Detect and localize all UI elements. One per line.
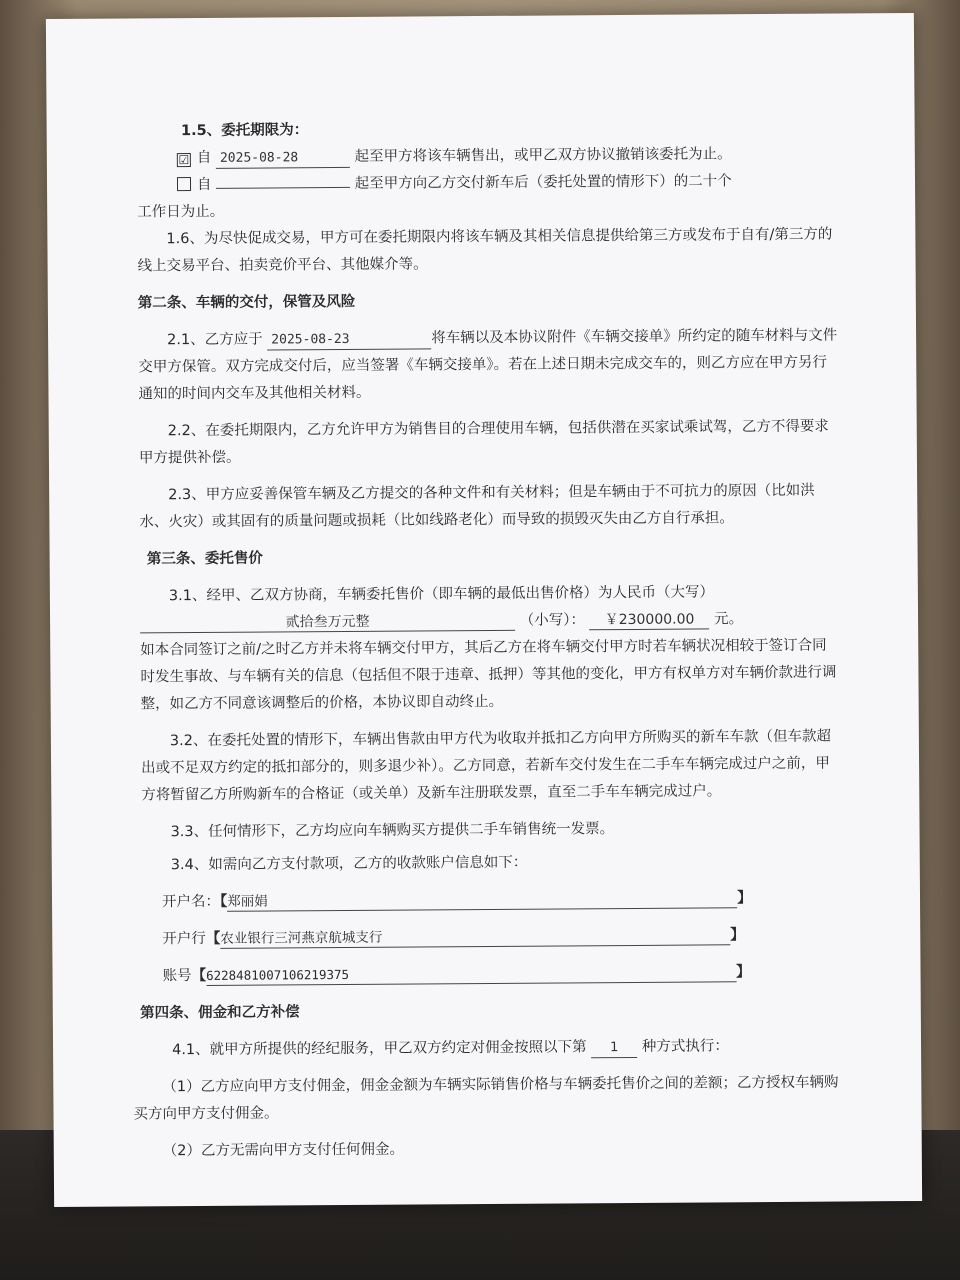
account-name-field[interactable]: 郑丽娟	[227, 889, 737, 912]
section-1-6: 1.6、为尽快促成交易，甲方可在委托期限内将该车辆及其相关信息提供给第三方或发布于自有/第三方的线上交易平台、拍卖竞价平台、其他媒介等。	[137, 226, 833, 275]
price-uppercase-field[interactable]: 贰拾叁万元整	[140, 612, 515, 634]
account-number-row	[162, 959, 842, 991]
start-date-field[interactable]: 2025-08-28	[216, 149, 350, 169]
article-4-title: 第四条、佣金和乙方补偿	[140, 1004, 300, 1022]
bracket-open: 【	[191, 967, 207, 985]
section-3-1-rest: 如本合同签订之前/之时乙方并未将车辆交付甲方，其后乙方在将车辆交付甲方时若车辆状况相较于签订合同时发生事故、与车辆有关的信息（包括但不限于违章、抵押）等其他的变化，甲方有权单方对车辆价款进行调整，如乙方不同意该调整后的价格，本协议即自动终止。	[140, 637, 837, 713]
option-1-prefix: 自	[196, 149, 212, 166]
price-unit: 元。	[714, 611, 744, 628]
option-1-text: 起至甲方将该车辆售出，或甲乙双方协议撤销该委托为止。	[354, 146, 732, 165]
commission-option-2: （2）乙方无需向甲方支付任何佣金。	[162, 1141, 405, 1160]
section-2-3: 2.3、甲方应妥善保管车辆及乙方提交的各种文件和有关材料；但是车辆由于不可抗力的原因（比如洪水、火灾）或其固有的质量问题或损耗（比如线路老化）而导致的损毁灭失由乙方自行承担。	[139, 482, 815, 531]
bracket-close: 】	[730, 927, 745, 944]
bracket-open: 【	[205, 930, 221, 947]
unchecked-checkbox-icon[interactable]	[177, 177, 191, 191]
delivery-date-field[interactable]: 2025-08-23	[267, 330, 431, 350]
account-bank-field[interactable]: 农业银行三河燕京航城支行	[220, 926, 730, 949]
option-2-blank[interactable]	[216, 187, 350, 189]
section-1-5-title: 1.5、委托期限为：	[180, 122, 309, 140]
option-2-tail: 工作日为止。	[137, 203, 225, 221]
section-3-4: 3.4、如需向乙方支付款项，乙方的收款账户信息如下：	[170, 854, 528, 874]
bracket-open: 【	[219, 893, 228, 910]
price-fields	[140, 606, 840, 638]
article-3-title: 第三条、委托售价	[146, 550, 263, 568]
section-4-1-prefix: 4.1、就甲方所提供的经纪服务，甲乙双方约定对佣金按照以下第	[172, 1039, 587, 1059]
price-small-label: （小写）：	[519, 612, 585, 629]
bracket-close: 】	[735, 964, 751, 981]
price-amount-field[interactable]: ￥230000.00	[589, 610, 709, 630]
option-2-text: 起至甲方向乙方交付新车后（委托处置的情形下）的二十个	[354, 173, 732, 192]
section-2-2: 2.2、在委托期限内，乙方允许甲方为销售目的合理使用车辆，包括供潜在买家试乘试驾，乙方不得要求甲方提供补偿。	[138, 418, 829, 467]
section-4-1-suffix: 种方式执行：	[641, 1038, 729, 1055]
section-3-1-line1: 3.1、经甲、乙双方协商，车辆委托售价（即车辆的最低出售价格）为人民币（大写）	[168, 584, 715, 605]
contract-page	[46, 13, 922, 1207]
article-2-title: 第二条、车辆的交付，保管及风险	[137, 293, 356, 312]
section-3-3: 3.3、任何情形下，乙方均应向车辆购买方提供二手车销售统一发票。	[170, 821, 615, 841]
checked-checkbox-icon[interactable]: ☑	[178, 153, 190, 168]
section-2-1-text: 将车辆以及本协议附件《车辆交接单》所约定的随车材料与文件交甲方保管。双方完成交付后，应当签署《车辆交接单》。若在上述日期未完成交车的，则乙方应在甲方另行通知的时间内交车及其他相关材料。	[138, 327, 838, 403]
bracket-close: 】	[737, 890, 752, 907]
section-2-1	[138, 323, 839, 409]
account-number-label: 账号	[162, 968, 192, 985]
option-2-prefix: 自	[196, 176, 212, 193]
section-4-1	[143, 1033, 843, 1065]
account-bank-row	[162, 922, 842, 954]
account-name-row	[162, 885, 842, 917]
commission-method-field[interactable]: 1	[591, 1039, 637, 1058]
account-number-field[interactable]: 6228481007106219375	[206, 963, 736, 986]
commission-option-1: （1）乙方应向甲方支付佣金，佣金金额为车辆实际销售价格与车辆委托售价之间的差额；乙方授权车辆购买方向甲方支付佣金。	[133, 1074, 839, 1123]
contract-text	[133, 114, 844, 1166]
section-2-1-prefix: 2.1、乙方应于	[167, 331, 263, 349]
account-name-label: 开户名：	[161, 893, 221, 911]
account-bank-label: 开户行	[162, 930, 206, 948]
section-3-2: 3.2、在委托处置的情形下，车辆出售款由甲方代为收取并抵扣乙方向甲方所购买的新车车款（但车款超出或不足双方约定的抵扣部分的，则多退少补）。乙方同意，若新车交付发生在二手车车辆完成过户之前，甲方将暂留乙方所购新车的合格证（或关单）及新车注册联发票，直至二手车车辆完成过户。	[141, 728, 832, 804]
